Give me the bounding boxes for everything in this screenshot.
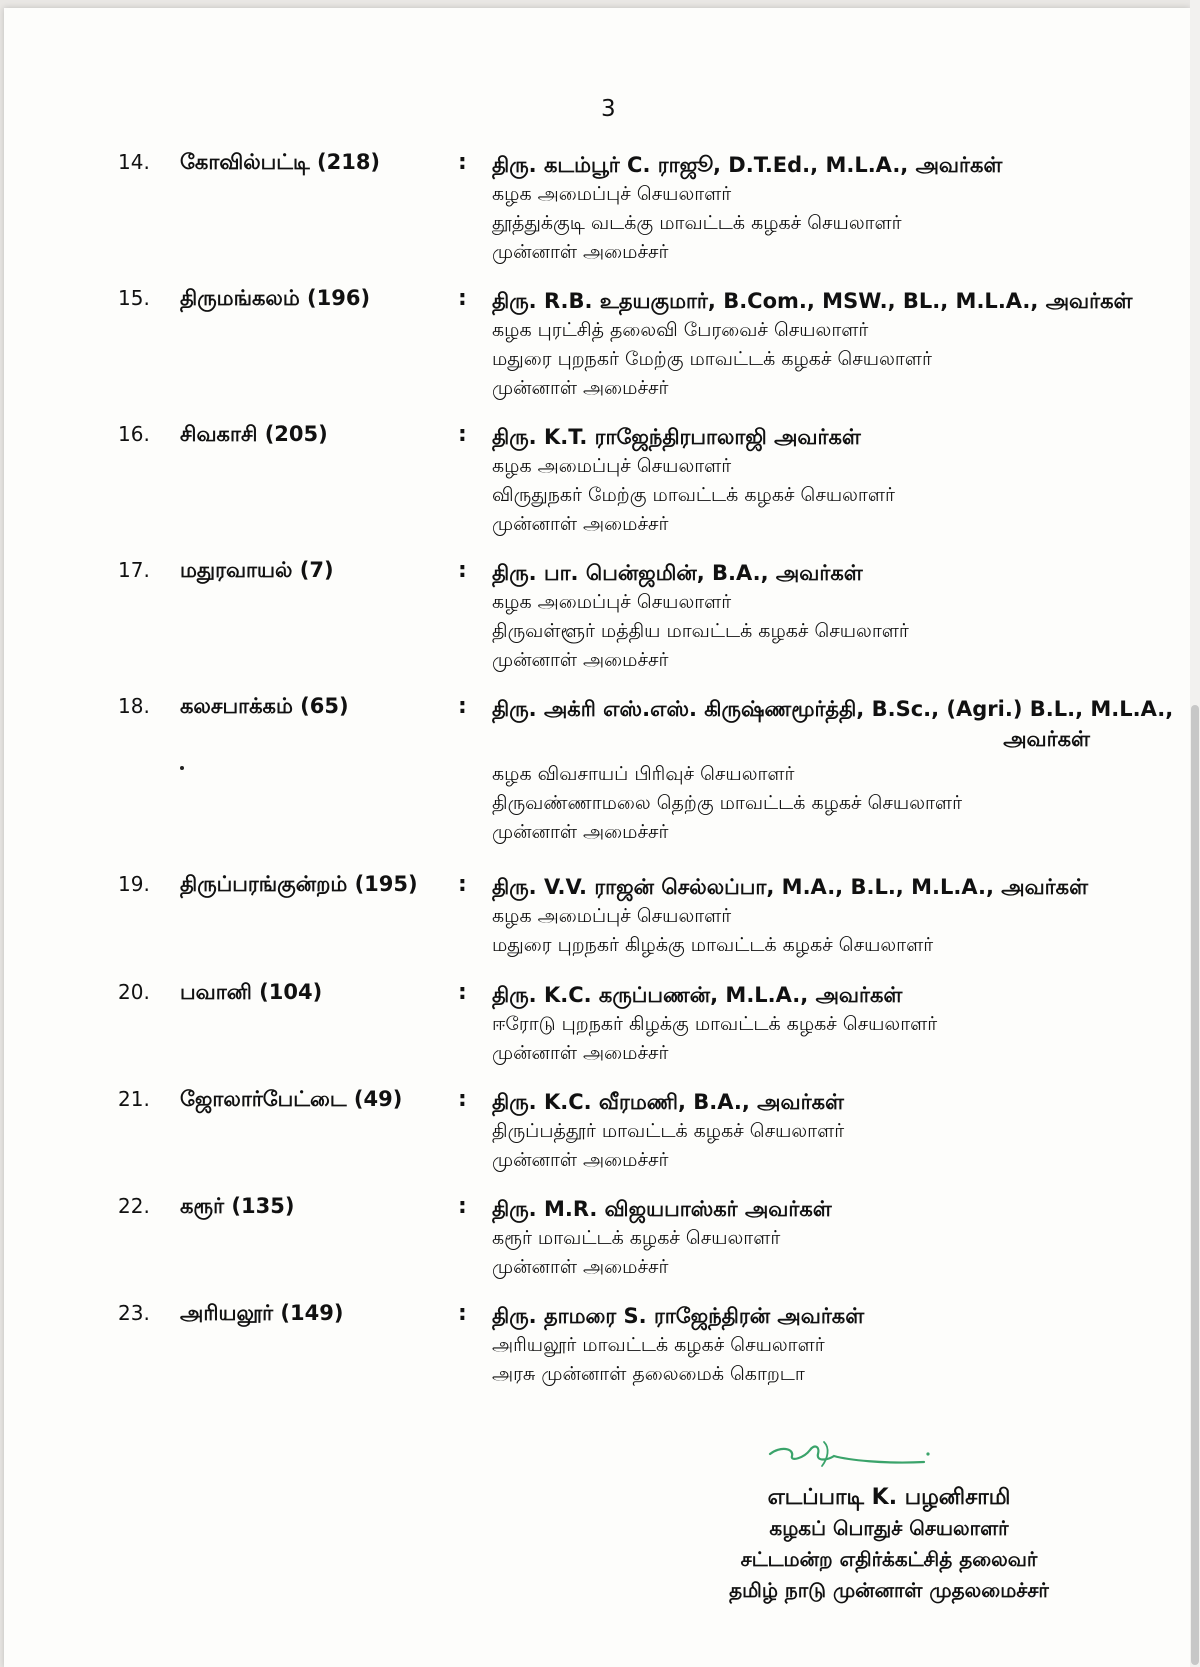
member-details xyxy=(492,150,1152,267)
member-role: கழக அமைப்புச் செயலாளர் xyxy=(492,183,732,205)
member-role: முன்னாள் அமைச்சர் xyxy=(492,649,669,671)
separator-colon: : xyxy=(458,422,467,447)
member-role: கழக புரட்சித் தலைவி பேரவைச் செயலாளர் xyxy=(492,319,869,341)
entry-number: 21. xyxy=(118,1087,150,1111)
constituency: பவானி (104) xyxy=(180,980,323,1004)
member-role: கழக அமைப்புச் செயலாளர் xyxy=(492,905,732,927)
member-name: திரு. V.V. ராஜன் செல்லப்பா, M.A., B.L., M.L.A., அவர்கள் xyxy=(492,875,1089,899)
member-details xyxy=(492,872,1152,960)
signatory-title: கழகப் பொதுச் செயலாளர் xyxy=(769,1516,1009,1540)
entry-number: 17. xyxy=(118,558,150,582)
separator-colon: : xyxy=(458,1087,467,1112)
signature-block xyxy=(694,1436,1084,1606)
entry-number: 18. xyxy=(118,694,150,718)
member-role: திருப்பத்தூர் மாவட்டக் கழகச் செயலாளர் xyxy=(492,1120,845,1142)
member-details xyxy=(492,286,1152,403)
member-role: கழக அமைப்புச் செயலாளர் xyxy=(492,455,732,477)
member-details xyxy=(492,1301,1152,1389)
entry-number: 19. xyxy=(118,872,150,896)
signatory-title: சட்டமன்ற எதிர்க்கட்சித் தலைவர் xyxy=(740,1547,1038,1571)
member-name: திரு. கடம்பூர் C. ராஜூ, D.T.Ed., M.L.A., அவர்கள் xyxy=(492,153,1003,177)
entry-number: 14. xyxy=(118,150,150,174)
constituency: திருப்பரங்குன்றம் (195) xyxy=(180,872,418,896)
constituency: ஜோலார்பேட்டை (49) xyxy=(180,1087,403,1111)
member-role: முன்னாள் அமைச்சர் xyxy=(492,241,669,263)
member-name: திரு. அக்ரி எஸ்.எஸ். கிருஷ்ணமூர்த்தி, B.Sc., (Agri.) B.L., M.L.A., xyxy=(492,697,1174,721)
member-role: திருவண்ணாமலை தெற்கு மாவட்டக் கழகச் செயலாளர் xyxy=(492,792,962,814)
separator-colon: : xyxy=(458,872,467,897)
member-details xyxy=(492,422,1152,539)
member-role: ஈரோடு புறநகர் கிழக்கு மாவட்டக் கழகச் செயலாளர் xyxy=(492,1013,938,1035)
member-name: திரு. K.C. வீரமணி, B.A., அவர்கள் xyxy=(492,1090,844,1114)
separator-colon: : xyxy=(458,1301,467,1326)
member-role: கழக அமைப்புச் செயலாளர் xyxy=(492,591,732,613)
member-role: கழக விவசாயப் பிரிவுச் செயலாளர் xyxy=(492,763,795,785)
member-name: திரு. K.C. கருப்பணன், M.L.A., அவர்கள் xyxy=(492,983,903,1007)
entry-number: 23. xyxy=(118,1301,150,1325)
constituency: மதுரவாயல் (7) xyxy=(180,558,334,582)
entry-number: 15. xyxy=(118,286,150,310)
constituency: கோவில்பட்டி (218) xyxy=(180,150,381,174)
member-role: முன்னாள் அமைச்சர் xyxy=(492,1042,669,1064)
member-role: மதுரை புறநகர் கிழக்கு மாவட்டக் கழகச் செயலாளர் xyxy=(492,934,934,956)
separator-colon: : xyxy=(458,980,467,1005)
member-role: அரியலூர் மாவட்டக் கழகச் செயலாளர் xyxy=(492,1334,825,1356)
member-details xyxy=(492,1087,1152,1175)
signature-mark xyxy=(764,1436,934,1476)
member-role: அரசு முன்னாள் தலைமைக் கொறடா xyxy=(492,1363,805,1385)
page-number: 3 xyxy=(601,96,616,122)
member-role: மதுரை புறநகர் மேற்கு மாவட்டக் கழகச் செயலாளர் xyxy=(492,348,932,370)
separator-colon: : xyxy=(458,1194,467,1219)
member-name: திரு. பா. பென்ஜமின், B.A., அவர்கள் xyxy=(492,561,863,585)
member-name: திரு. M.R. விஜயபாஸ்கர் அவர்கள் xyxy=(492,1197,832,1221)
signatory-name: எடப்பாடி K. பழனிசாமி xyxy=(767,1485,1011,1510)
member-name: திரு. தாமரை S. ராஜேந்திரன் அவர்கள் xyxy=(492,1304,865,1328)
member-role: முன்னாள் அமைச்சர் xyxy=(492,513,669,535)
scrollbar-thumb[interactable] xyxy=(1191,705,1199,1665)
member-role: கரூர் மாவட்டக் கழகச் செயலாளர் xyxy=(492,1227,781,1249)
member-role: முன்னாள் அமைச்சர் xyxy=(492,1149,669,1171)
member-role: திருவள்ளூர் மத்திய மாவட்டக் கழகச் செயலாளர் xyxy=(492,620,909,642)
entry-number: 16. xyxy=(118,422,150,446)
member-role: விருதுநகர் மேற்கு மாவட்டக் கழகச் செயலாளர் xyxy=(492,484,895,506)
member-name-continued: அவர்கள் xyxy=(1003,727,1090,751)
entry-number: 22. xyxy=(118,1194,150,1218)
member-name: திரு. K.T. ராஜேந்திரபாலாஜி அவர்கள் xyxy=(492,425,861,449)
separator-colon: : xyxy=(458,150,467,175)
constituency: சிவகாசி (205) xyxy=(180,422,328,446)
separator-colon: : xyxy=(458,694,467,719)
signatory-title: தமிழ் நாடு முன்னாள் முதலமைச்சர் xyxy=(729,1578,1049,1602)
member-role: முன்னாள் அமைச்சர் xyxy=(492,821,669,843)
member-details xyxy=(492,1194,1152,1282)
constituency: கலசபாக்கம் (65) xyxy=(180,694,349,718)
separator-colon: : xyxy=(458,558,467,583)
document-page xyxy=(4,8,1190,1667)
constituency: கரூர் (135) xyxy=(180,1194,295,1218)
member-role: முன்னாள் அமைச்சர் xyxy=(492,377,669,399)
member-role: முன்னாள் அமைச்சர் xyxy=(492,1256,669,1278)
member-role: தூத்துக்குடி வடக்கு மாவட்டக் கழகச் செயலாளர் xyxy=(492,212,902,234)
member-details xyxy=(492,694,1174,847)
constituency: அரியலூர் (149) xyxy=(180,1301,344,1325)
separator-colon: : xyxy=(458,286,467,311)
ink-speck xyxy=(180,766,184,770)
vertical-scrollbar[interactable] xyxy=(1190,0,1200,1667)
member-details xyxy=(492,558,1152,675)
entry-number: 20. xyxy=(118,980,150,1004)
constituency: திருமங்கலம் (196) xyxy=(180,286,371,310)
member-details xyxy=(492,980,1152,1068)
member-name: திரு. R.B. உதயகுமார், B.Com., MSW., BL., M.L.A., அவர்கள் xyxy=(492,289,1133,313)
